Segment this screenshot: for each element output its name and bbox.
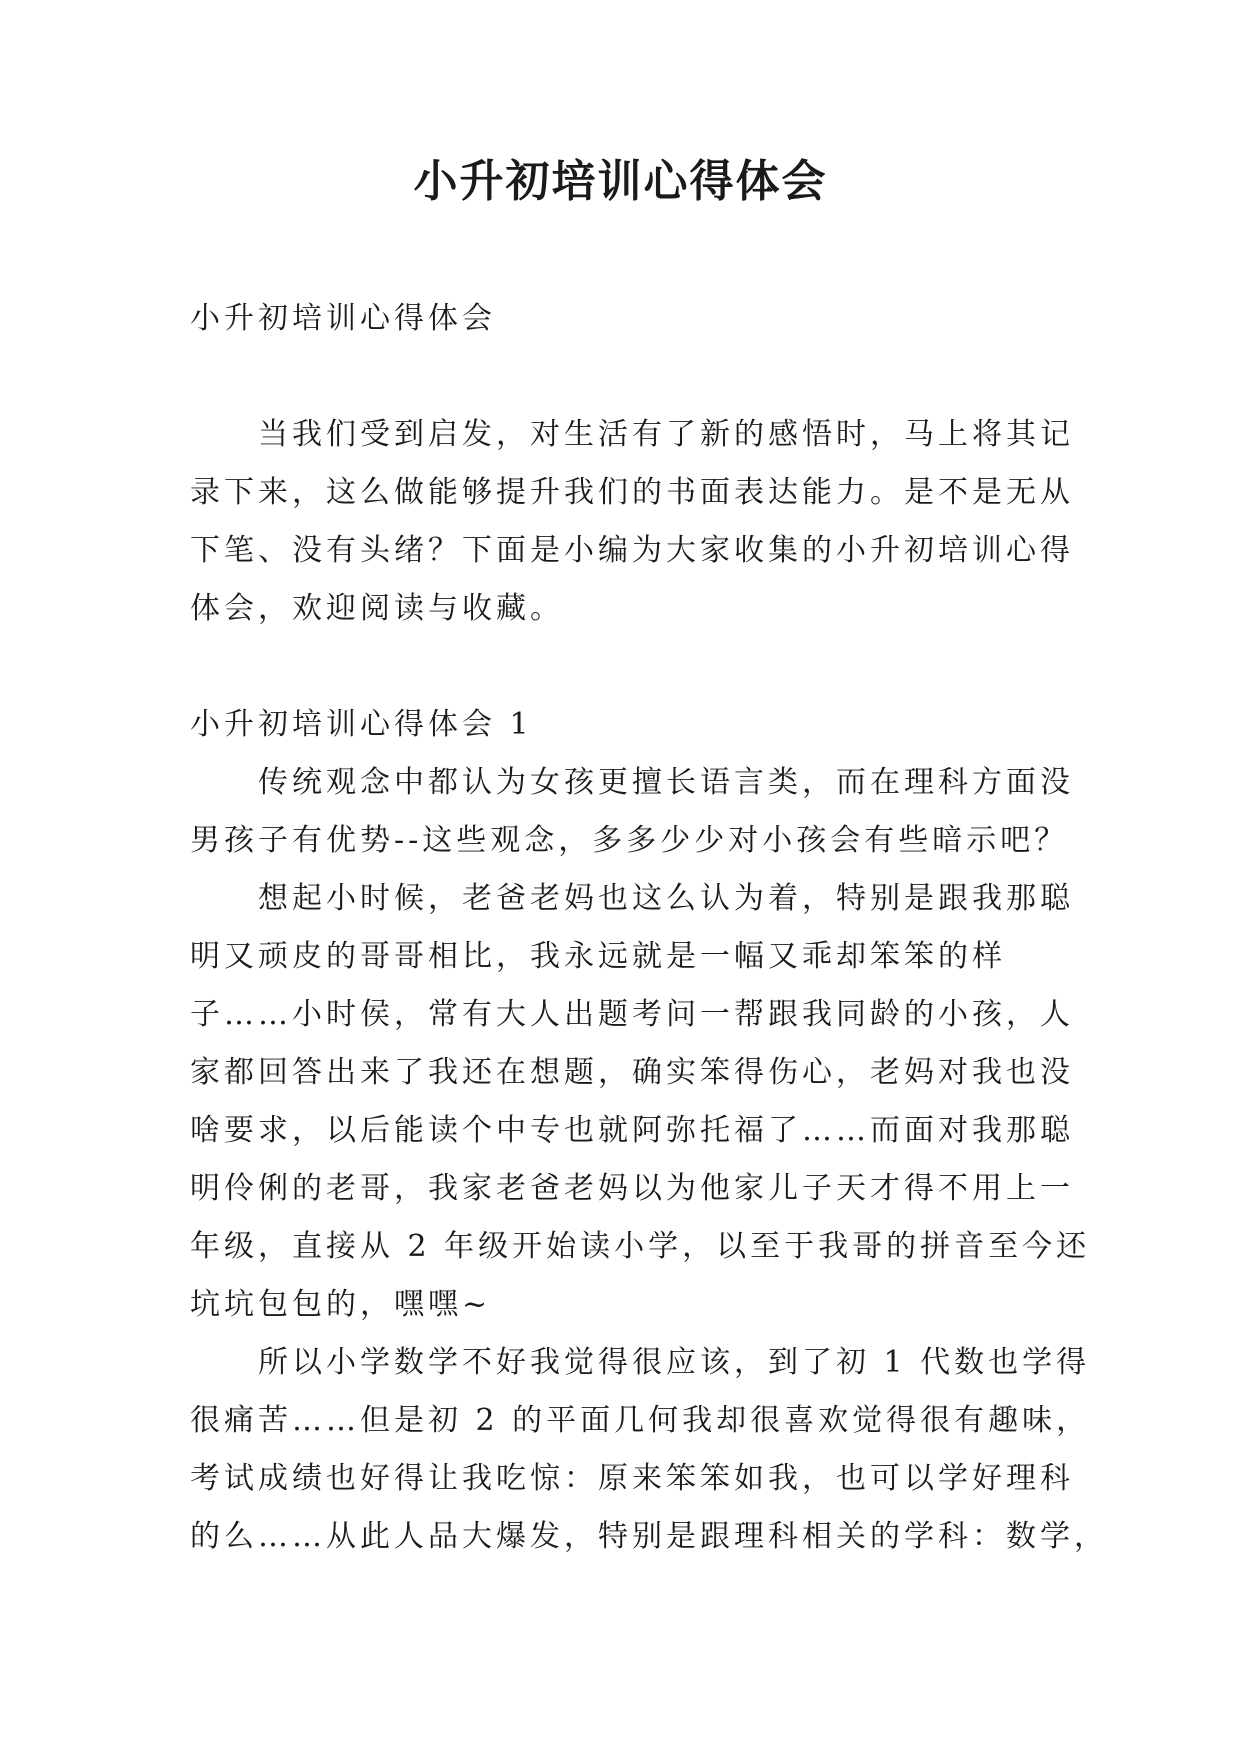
paragraph-line: 很痛苦……但是初 2 的平面几何我却很喜欢觉得很有趣味，	[190, 1403, 1091, 1438]
paragraph-line: 坑坑包包的，嘿嘿~	[190, 1287, 492, 1322]
intro-line: 下笔、没有头绪？下面是小编为大家收集的小升初培训心得	[190, 533, 1074, 568]
paragraph-line: 男孩子有优势--这些观念，多多少少对小孩会有些暗示吧？	[190, 823, 1069, 858]
paragraph-line: 年级，直接从 2 年级开始读小学，以至于我哥的拼音至今还	[190, 1229, 1091, 1264]
intro-line: 体会，欢迎阅读与收藏。	[190, 591, 564, 626]
spacer	[190, 348, 1065, 406]
intro-line: 当我们受到启发，对生活有了新的感悟时，马上将其记	[258, 417, 1074, 452]
paragraph-line: 明伶俐的老哥，我家老爸老妈以为他家儿子天才得不用上一	[190, 1171, 1074, 1206]
spacer	[190, 638, 1065, 696]
document-body	[190, 290, 1108, 1566]
paragraph-line: 啥要求，以后能读个中专也就阿弥托福了……而面对我那聪	[190, 1113, 1074, 1148]
section-heading: 小升初培训心得体会 1	[190, 707, 533, 742]
paragraph-line: 想起小时候，老爸老妈也这么认为着，特别是跟我那聪	[258, 881, 1074, 916]
document-subtitle: 小升初培训心得体会	[190, 301, 496, 336]
paragraph-line: 明又顽皮的哥哥相比，我永远就是一幅又乖却笨笨的样	[190, 939, 1006, 974]
paragraph-line: 所以小学数学不好我觉得很应该，到了初 1 代数也学得	[258, 1345, 1091, 1380]
paragraph-line: 考试成绩也好得让我吃惊：原来笨笨如我，也可以学好理科	[190, 1461, 1074, 1496]
document-title: 小升初培训心得体会	[413, 156, 828, 207]
paragraph-line: 家都回答出来了我还在想题，确实笨得伤心，老妈对我也没	[190, 1055, 1074, 1090]
paragraph-line: 的么……从此人品大爆发，特别是跟理科相关的学科：数学，	[190, 1519, 1108, 1554]
intro-line: 录下来，这么做能够提升我们的书面表达能力。是不是无从	[190, 475, 1074, 510]
paragraph-line: 传统观念中都认为女孩更擅长语言类，而在理科方面没	[258, 765, 1074, 800]
paragraph-line: 子……小时侯，常有大人出题考问一帮跟我同龄的小孩，人	[190, 997, 1074, 1032]
